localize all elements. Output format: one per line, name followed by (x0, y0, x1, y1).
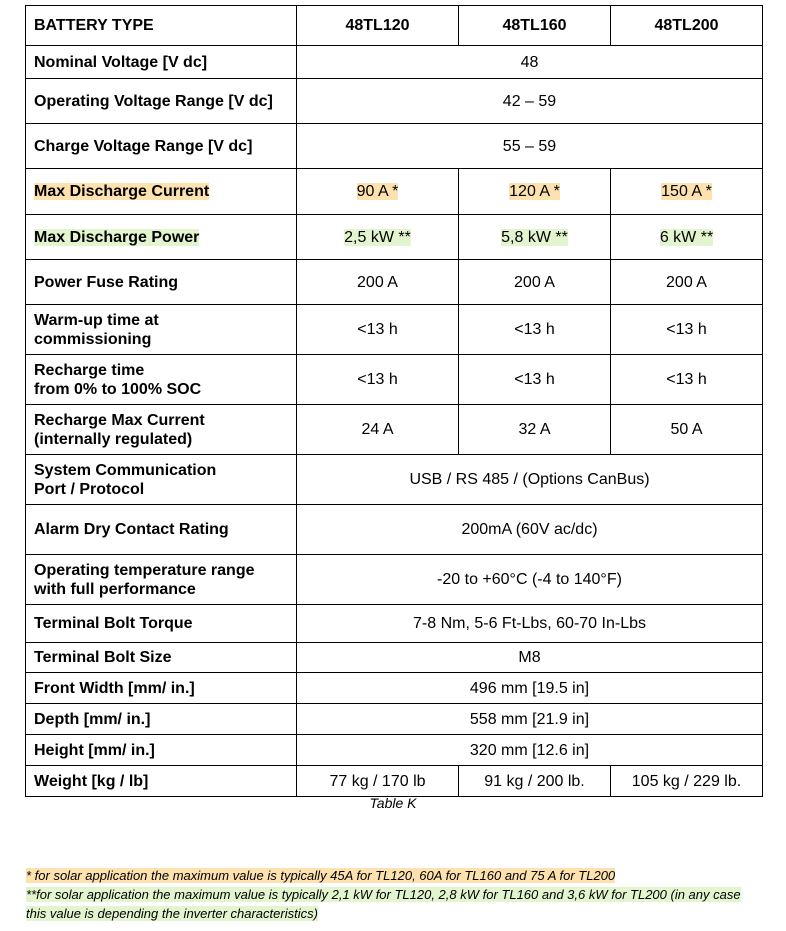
header-battery-type: BATTERY TYPE (26, 6, 297, 46)
table-row (26, 355, 763, 405)
row-label (26, 766, 297, 797)
row-value (297, 704, 763, 735)
row-label-line: Operating Voltage Range [V dc] (34, 92, 273, 110)
row-value (611, 766, 763, 797)
row-label-line: from 0% to 100% SOC (34, 380, 202, 398)
row-label-line: Warm-up time at (34, 311, 159, 329)
row-label-line: Depth [mm/ in.] (34, 710, 151, 728)
row-value-text: 320 mm [12.6 in] (469, 741, 590, 759)
row-label-line: Charge Voltage Range [V dc] (34, 137, 253, 155)
row-value (611, 405, 763, 455)
row-value (297, 505, 763, 555)
header-model-48tl160: 48TL160 (459, 6, 611, 46)
row-value-text: 50 A (670, 421, 703, 438)
row-value-text: <13 h (514, 371, 555, 388)
table-row (26, 79, 763, 124)
row-value (611, 305, 763, 355)
table-row (26, 704, 763, 735)
table-row (26, 673, 763, 704)
row-value-text: <13 h (666, 371, 707, 388)
row-label-line: Terminal Bolt Size (34, 649, 172, 666)
row-label (26, 673, 297, 704)
table-row (26, 505, 763, 555)
row-value (297, 735, 763, 766)
row-value-text: 200 A (666, 273, 707, 291)
row-label (26, 643, 297, 673)
row-value-text: 2,5 kW ** (344, 228, 411, 246)
row-value-text: 7-8 Nm, 5-6 Ft-Lbs, 60-70 In-Lbs (413, 615, 646, 632)
row-value (297, 215, 459, 260)
row-value-text: 55 – 59 (502, 137, 557, 155)
row-label (26, 704, 297, 735)
row-label-line: Terminal Bolt Torque (34, 615, 193, 632)
table-row (26, 260, 763, 305)
row-value (297, 455, 763, 505)
row-label (26, 260, 297, 305)
spec-table-body (26, 6, 763, 797)
footnotes (26, 866, 756, 923)
row-value-text: 200 A (514, 273, 555, 291)
row-value-text: 91 kg / 200 lb. (484, 772, 585, 790)
table-row (26, 455, 763, 505)
row-label-line: with full performance (34, 580, 196, 598)
row-value (297, 79, 763, 124)
row-value-text: 150 A * (661, 183, 712, 200)
row-value (459, 405, 611, 455)
row-label (26, 169, 297, 215)
row-value-text: 5,8 kW ** (501, 228, 568, 246)
row-value (611, 169, 763, 215)
row-label-line: Recharge Max Current (34, 411, 205, 429)
table-row (26, 555, 763, 605)
row-label (26, 79, 297, 124)
row-value-text: 42 – 59 (502, 92, 557, 110)
row-label-line: Alarm Dry Contact Rating (34, 521, 229, 538)
row-value (297, 605, 763, 643)
row-label-line: Max Discharge Power (34, 228, 200, 246)
row-value (297, 169, 459, 215)
table-row (26, 766, 763, 797)
battery-spec-table (25, 5, 763, 797)
row-label-line: Nominal Voltage [V dc] (34, 53, 208, 71)
row-value (459, 305, 611, 355)
row-label-line: Max Discharge Current (34, 183, 210, 200)
row-value-text: M8 (518, 649, 541, 666)
row-label (26, 215, 297, 260)
row-label (26, 555, 297, 605)
row-value (459, 766, 611, 797)
row-value (459, 169, 611, 215)
row-value-text: 77 kg / 170 lb (329, 772, 426, 790)
row-value-text: 200 A (357, 273, 398, 291)
row-value (611, 215, 763, 260)
table-header-row (26, 6, 763, 46)
row-value (297, 260, 459, 305)
row-value-text: <13 h (357, 371, 398, 388)
row-label (26, 735, 297, 766)
row-value (297, 766, 459, 797)
row-value-text: USB / RS 485 / (Options CanBus) (409, 471, 650, 488)
row-value-text: -20 to +60°C (-4 to 140°F) (437, 571, 622, 588)
row-label (26, 405, 297, 455)
row-value-text: 200mA (60V ac/dc) (461, 521, 598, 538)
row-value (611, 260, 763, 305)
row-value (297, 673, 763, 704)
row-label-line: commissioning (34, 330, 152, 348)
row-label (26, 305, 297, 355)
row-value-text: <13 h (514, 321, 555, 338)
row-label-line: Height [mm/ in.] (34, 741, 155, 759)
row-value-text: 24 A (361, 421, 394, 438)
table-row (26, 124, 763, 169)
row-value-text: 120 A * (509, 183, 560, 200)
row-value (611, 355, 763, 405)
row-label (26, 124, 297, 169)
row-value-text: 105 kg / 229 lb. (631, 772, 742, 790)
table-row (26, 169, 763, 215)
footnote-current: * for solar application the maximum value is typically 45A for TL120, 60A for TL160 and 75 A for TL200 (26, 868, 616, 883)
header-model-48tl200: 48TL200 (611, 6, 763, 46)
row-value-text: 90 A * (356, 183, 399, 200)
row-label-line: Port / Protocol (34, 480, 145, 498)
row-value-text: 32 A (518, 421, 551, 438)
row-label (26, 605, 297, 643)
footnote-power: **for solar application the maximum value is typically 2,1 kW for TL120, 2,8 kW for TL160 and 3,6 kW for TL200 (in any case this value is depending the inverter characteristics) (26, 887, 741, 921)
row-label (26, 455, 297, 505)
row-value (297, 643, 763, 673)
row-value (297, 46, 763, 79)
row-value (297, 355, 459, 405)
row-value (297, 124, 763, 169)
row-value-text: 6 kW ** (659, 228, 714, 246)
table-row (26, 305, 763, 355)
row-value (297, 555, 763, 605)
table-row (26, 735, 763, 766)
row-value (459, 355, 611, 405)
row-value (297, 405, 459, 455)
row-value (297, 305, 459, 355)
table-row (26, 643, 763, 673)
row-value-text: <13 h (666, 321, 707, 338)
row-value-text: 558 mm [21.9 in] (469, 710, 590, 728)
row-label (26, 355, 297, 405)
row-value-text: 48 (520, 53, 539, 71)
row-label-line: Weight [kg / lb] (34, 772, 149, 790)
row-value (459, 260, 611, 305)
row-label-line: Power Fuse Rating (34, 273, 179, 291)
table-caption: Table K (369, 795, 417, 811)
row-label (26, 46, 297, 79)
row-value-text: 496 mm [19.5 in] (469, 679, 590, 697)
row-value (459, 215, 611, 260)
table-row (26, 605, 763, 643)
table-row (26, 215, 763, 260)
table-row (26, 46, 763, 79)
row-label-line: System Communication (34, 461, 217, 479)
row-label-line: Front Width [mm/ in.] (34, 679, 195, 697)
table-row (26, 405, 763, 455)
row-label-line: Operating temperature range (34, 561, 255, 579)
row-label-line: Recharge time (34, 361, 145, 379)
row-value-text: <13 h (357, 321, 398, 338)
header-model-48tl120: 48TL120 (297, 6, 459, 46)
row-label-line: (internally regulated) (34, 430, 193, 448)
row-label (26, 505, 297, 555)
